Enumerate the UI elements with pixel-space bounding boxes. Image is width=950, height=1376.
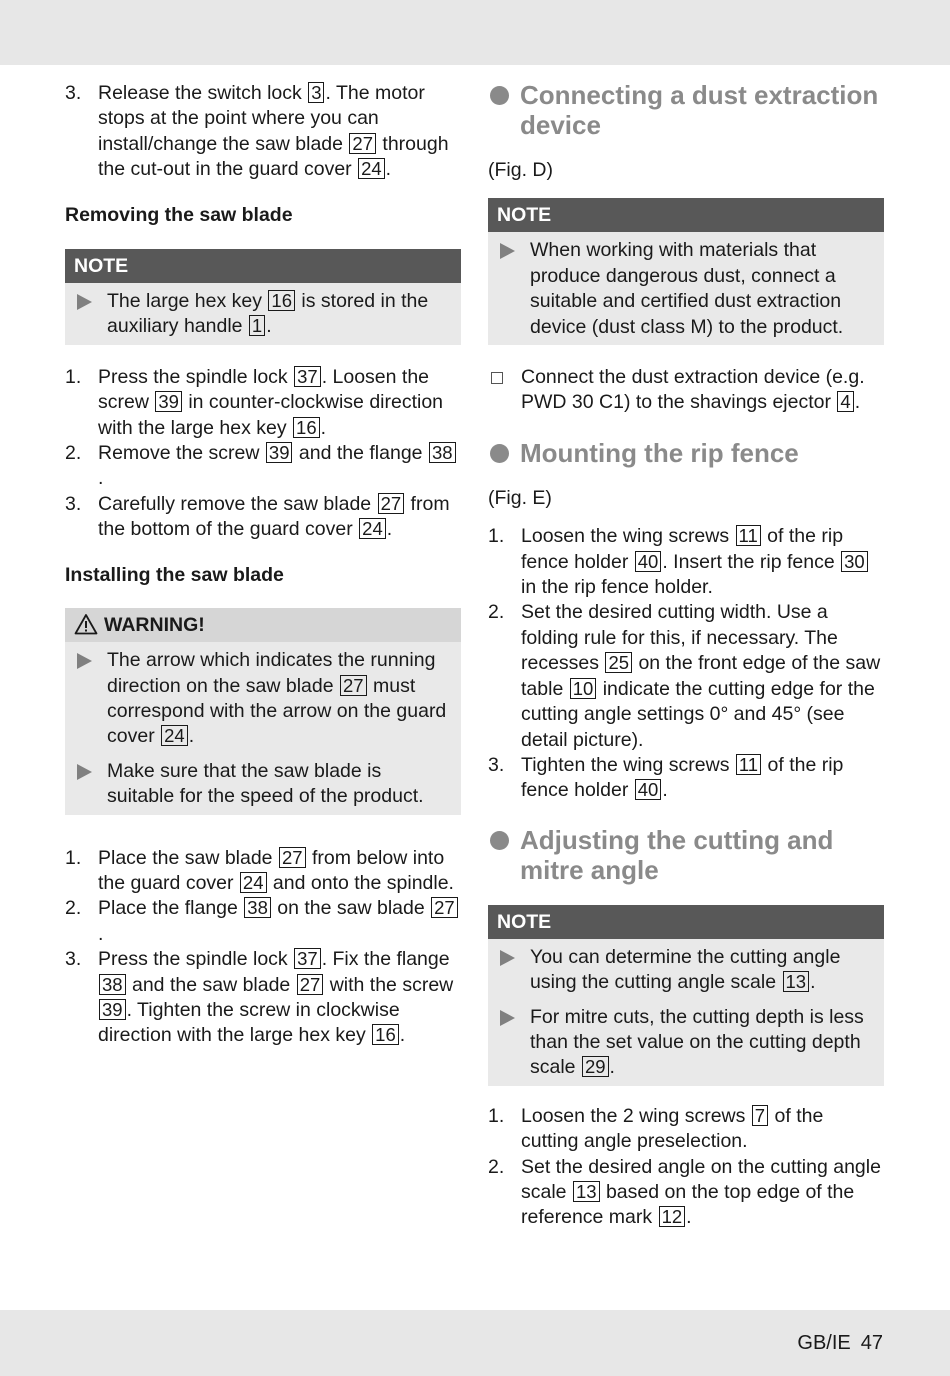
part-reference: 13 — [783, 971, 810, 992]
list-item — [488, 753, 884, 804]
part-reference: 16 — [372, 1024, 399, 1045]
step-text — [521, 525, 869, 598]
rip-section-title — [488, 438, 884, 468]
part-reference: 40 — [635, 551, 662, 572]
text-run: of the rip fence holder — [521, 753, 844, 802]
note-text — [107, 290, 428, 337]
text-run: . — [810, 971, 816, 994]
arrow-right-icon — [500, 243, 515, 259]
text-run: You can determine the cutting angle using the cutting angle scale — [530, 945, 841, 994]
text-run: Place the flange — [98, 897, 244, 920]
text-run: on the front edge of the saw table — [521, 652, 881, 700]
text-run: Carefully remove the saw blade — [98, 492, 377, 515]
list-item — [488, 600, 884, 752]
part-reference: 11 — [736, 754, 761, 775]
note-item — [497, 1005, 876, 1081]
part-reference: 29 — [582, 1056, 609, 1077]
text-run: . Fix the flange — [321, 948, 450, 971]
text-run: on the saw blade — [271, 897, 431, 920]
text-run: from below into the guard cover — [98, 846, 445, 894]
text-run: . — [266, 315, 272, 338]
dust-title-text: Connecting a dust extraction device — [520, 80, 879, 140]
text-run: Press the spindle lock — [98, 365, 294, 388]
part-reference: 24 — [161, 725, 188, 746]
intro-steps — [65, 81, 461, 183]
step-text — [98, 493, 450, 540]
left-column — [65, 81, 461, 1049]
part-reference: 10 — [570, 678, 597, 699]
part-reference: 27 — [349, 133, 376, 154]
part-reference: 38 — [244, 897, 271, 918]
text-run: . — [188, 725, 195, 748]
note-body — [488, 939, 884, 1086]
dust-section-title — [488, 80, 884, 140]
text-run: The large hex key — [107, 290, 268, 313]
arrow-right-icon — [77, 294, 92, 310]
text-run: When working with materials that produce dangerous dust, connect a suitable and certified dust extraction device (dust class M) to the product. — [530, 239, 844, 338]
text-run: . — [399, 1024, 406, 1047]
text-run: . The motor stops at the point where you can install/change the saw blade — [98, 82, 425, 155]
list-item — [65, 365, 461, 441]
step-text — [521, 1105, 823, 1152]
part-reference: 38 — [99, 974, 126, 995]
angle-section-title — [488, 825, 884, 885]
text-run: indicate the cutting edge for the cutting angle settings 0° and 45° (see detail picture). — [521, 677, 875, 751]
text-run: in counter-clockwise direction with the large hex key — [98, 391, 444, 439]
list-item — [65, 81, 461, 183]
warning-triangle-icon — [74, 613, 98, 635]
arrow-right-icon — [77, 653, 92, 669]
text-run: . — [854, 391, 861, 414]
part-reference: 37 — [294, 366, 321, 387]
step-text — [98, 366, 443, 439]
footer-locale: GB/IE — [797, 1332, 851, 1354]
part-reference: 27 — [340, 675, 367, 696]
part-reference: 39 — [266, 442, 293, 463]
text-run: Tighten the wing screws — [521, 753, 735, 776]
step-text — [521, 754, 843, 801]
removing-heading: Removing the saw blade — [65, 203, 293, 226]
text-run: . Loosen the screw — [98, 365, 430, 414]
text-run: Set the desired angle on the cutting angle scale — [521, 1155, 881, 1203]
text-run: is stored in the auxiliary handle — [107, 290, 429, 338]
note-header: NOTE — [488, 198, 884, 232]
note-text — [530, 946, 840, 993]
part-reference: 38 — [429, 442, 456, 463]
text-run: and the flange — [293, 442, 428, 465]
text-run: in the rip fence holder. — [521, 576, 713, 599]
rip-steps — [488, 524, 884, 803]
rip-fig-ref: (Fig. E) — [488, 486, 552, 509]
step-number: 3. — [65, 948, 82, 971]
dot-icon — [490, 86, 509, 105]
text-run: . — [686, 1206, 692, 1229]
angle-note-box — [488, 905, 884, 1086]
part-reference: 39 — [155, 391, 182, 412]
step-number: 3. — [65, 82, 82, 104]
part-reference: 27 — [378, 493, 405, 514]
warning-label: WARNING! — [104, 614, 205, 637]
text-run: . — [609, 1056, 615, 1079]
part-reference: 27 — [297, 974, 324, 995]
part-reference: 24 — [358, 158, 385, 179]
note-text — [107, 649, 446, 747]
text-run: Connect the dust extraction device (e.g. PWD 30 C1) to the shavings ejector — [521, 366, 865, 414]
note-text — [530, 239, 843, 337]
text-run: based on the top edge of the reference mark — [521, 1180, 855, 1229]
note-body — [65, 283, 461, 345]
text-run: Make sure that the saw blade is suitable for the speed of the product. — [107, 759, 424, 808]
step-text — [98, 847, 454, 894]
dot-icon — [490, 831, 509, 850]
text-run: . — [662, 779, 668, 802]
installing-warning-box — [65, 608, 461, 814]
part-reference: 16 — [268, 290, 295, 311]
list-item — [65, 896, 461, 947]
note-text — [530, 1006, 864, 1079]
step-text — [98, 948, 453, 1046]
step-text — [98, 442, 457, 489]
part-reference: 39 — [99, 999, 126, 1020]
text-run: from the bottom of the guard cover — [98, 492, 450, 541]
step-text — [98, 897, 459, 944]
text-run: Loosen the wing screws — [521, 525, 735, 548]
installing-steps — [65, 846, 461, 1049]
note-item — [497, 238, 876, 340]
text-run: . — [386, 518, 393, 541]
part-reference: 40 — [635, 779, 662, 800]
part-reference: 24 — [359, 518, 386, 539]
text-run: Release the switch lock — [98, 82, 308, 104]
warning-header — [65, 608, 461, 642]
note-item — [497, 945, 876, 996]
right-column — [488, 80, 884, 1231]
text-run: and the saw blade — [126, 973, 296, 996]
part-reference: 25 — [605, 652, 632, 673]
part-reference: 3 — [308, 82, 324, 103]
list-item — [65, 492, 461, 543]
text-run: The arrow which indicates the running direction on the saw blade — [107, 649, 436, 697]
part-reference: 27 — [431, 897, 458, 918]
text-run: Remove the screw — [98, 442, 265, 465]
part-reference: 13 — [573, 1181, 600, 1202]
dust-note-box — [488, 198, 884, 345]
angle-title-text: Adjusting the cutting and mitre angle — [520, 824, 834, 885]
step-number: 2. — [488, 1155, 505, 1178]
part-reference: 4 — [837, 391, 853, 412]
step-text — [98, 82, 449, 180]
warning-body — [65, 642, 461, 814]
text-run: Press the spindle lock — [98, 948, 294, 971]
part-reference: 7 — [752, 1105, 768, 1126]
rip-title-text: Mounting the rip fence — [520, 437, 799, 468]
part-reference: 1 — [249, 315, 265, 336]
note-header: NOTE — [488, 905, 884, 939]
top-band — [0, 0, 950, 65]
text-run: of the cutting angle preselection. — [521, 1104, 824, 1153]
step-number: 3. — [488, 753, 505, 776]
list-item — [488, 1155, 884, 1231]
text-run: . — [98, 922, 104, 945]
text-run: Loosen the 2 wing screws — [521, 1104, 751, 1127]
page-footer — [797, 1331, 883, 1356]
list-item — [65, 441, 461, 492]
step-number: 1. — [488, 1104, 505, 1127]
part-reference: 12 — [659, 1206, 686, 1227]
step-number: 1. — [65, 365, 82, 388]
dust-check-item — [488, 365, 884, 416]
note-header: NOTE — [65, 249, 461, 283]
installing-heading: Installing the saw blade — [65, 563, 284, 586]
note-item — [74, 289, 453, 340]
note-item — [74, 648, 453, 750]
list-item — [488, 524, 884, 600]
step-number: 1. — [65, 846, 82, 869]
angle-steps — [488, 1104, 884, 1231]
step-text — [521, 601, 880, 750]
text-run: . — [320, 416, 327, 439]
step-number: 2. — [65, 897, 82, 920]
note-text — [107, 760, 424, 807]
text-run: For mitre cuts, the cutting depth is less than the set value on the cutting depth scale — [530, 1005, 864, 1079]
part-reference: 27 — [279, 847, 306, 868]
arrow-right-icon — [500, 1010, 515, 1026]
text-run: . Tighten the screw in clockwise direction with the large hex key — [98, 998, 400, 1047]
step-number: 2. — [65, 442, 82, 465]
check-text — [521, 366, 865, 413]
part-reference: 24 — [240, 872, 267, 893]
step-number: 1. — [488, 525, 505, 548]
text-run: . — [98, 467, 104, 490]
text-run: . — [385, 158, 392, 181]
text-run: must correspond with the arrow on the guard cover — [107, 674, 447, 748]
text-run: Set the desired cutting width. Use a folding rule for this, if necessary. The recesses — [521, 601, 838, 675]
part-reference: 37 — [294, 948, 321, 969]
arrow-right-icon — [77, 764, 92, 780]
text-run: and onto the spindle. — [267, 871, 454, 894]
removing-steps — [65, 365, 461, 543]
dot-icon — [490, 444, 509, 463]
step-number: 2. — [488, 601, 505, 624]
text-run: through the cut-out in the guard cover — [98, 132, 449, 181]
removing-note-box — [65, 249, 461, 345]
dust-fig-ref: (Fig. D) — [488, 159, 553, 181]
checkbox-icon — [491, 372, 503, 384]
step-number: 3. — [65, 492, 82, 515]
part-reference: 30 — [841, 551, 868, 572]
list-item — [65, 846, 461, 897]
list-item — [65, 947, 461, 1049]
text-run: . Insert the rip fence — [662, 550, 841, 573]
part-reference: 16 — [293, 417, 320, 438]
text-run: of the rip fence holder — [521, 525, 844, 573]
list-item — [488, 1104, 884, 1155]
text-run: Place the saw blade — [98, 846, 278, 869]
part-reference: 11 — [736, 525, 761, 546]
arrow-right-icon — [500, 950, 515, 966]
text-run: with the screw — [324, 973, 454, 996]
note-item — [74, 759, 453, 810]
page-number: 47 — [860, 1332, 883, 1354]
step-text — [521, 1156, 881, 1229]
note-body — [488, 232, 884, 345]
